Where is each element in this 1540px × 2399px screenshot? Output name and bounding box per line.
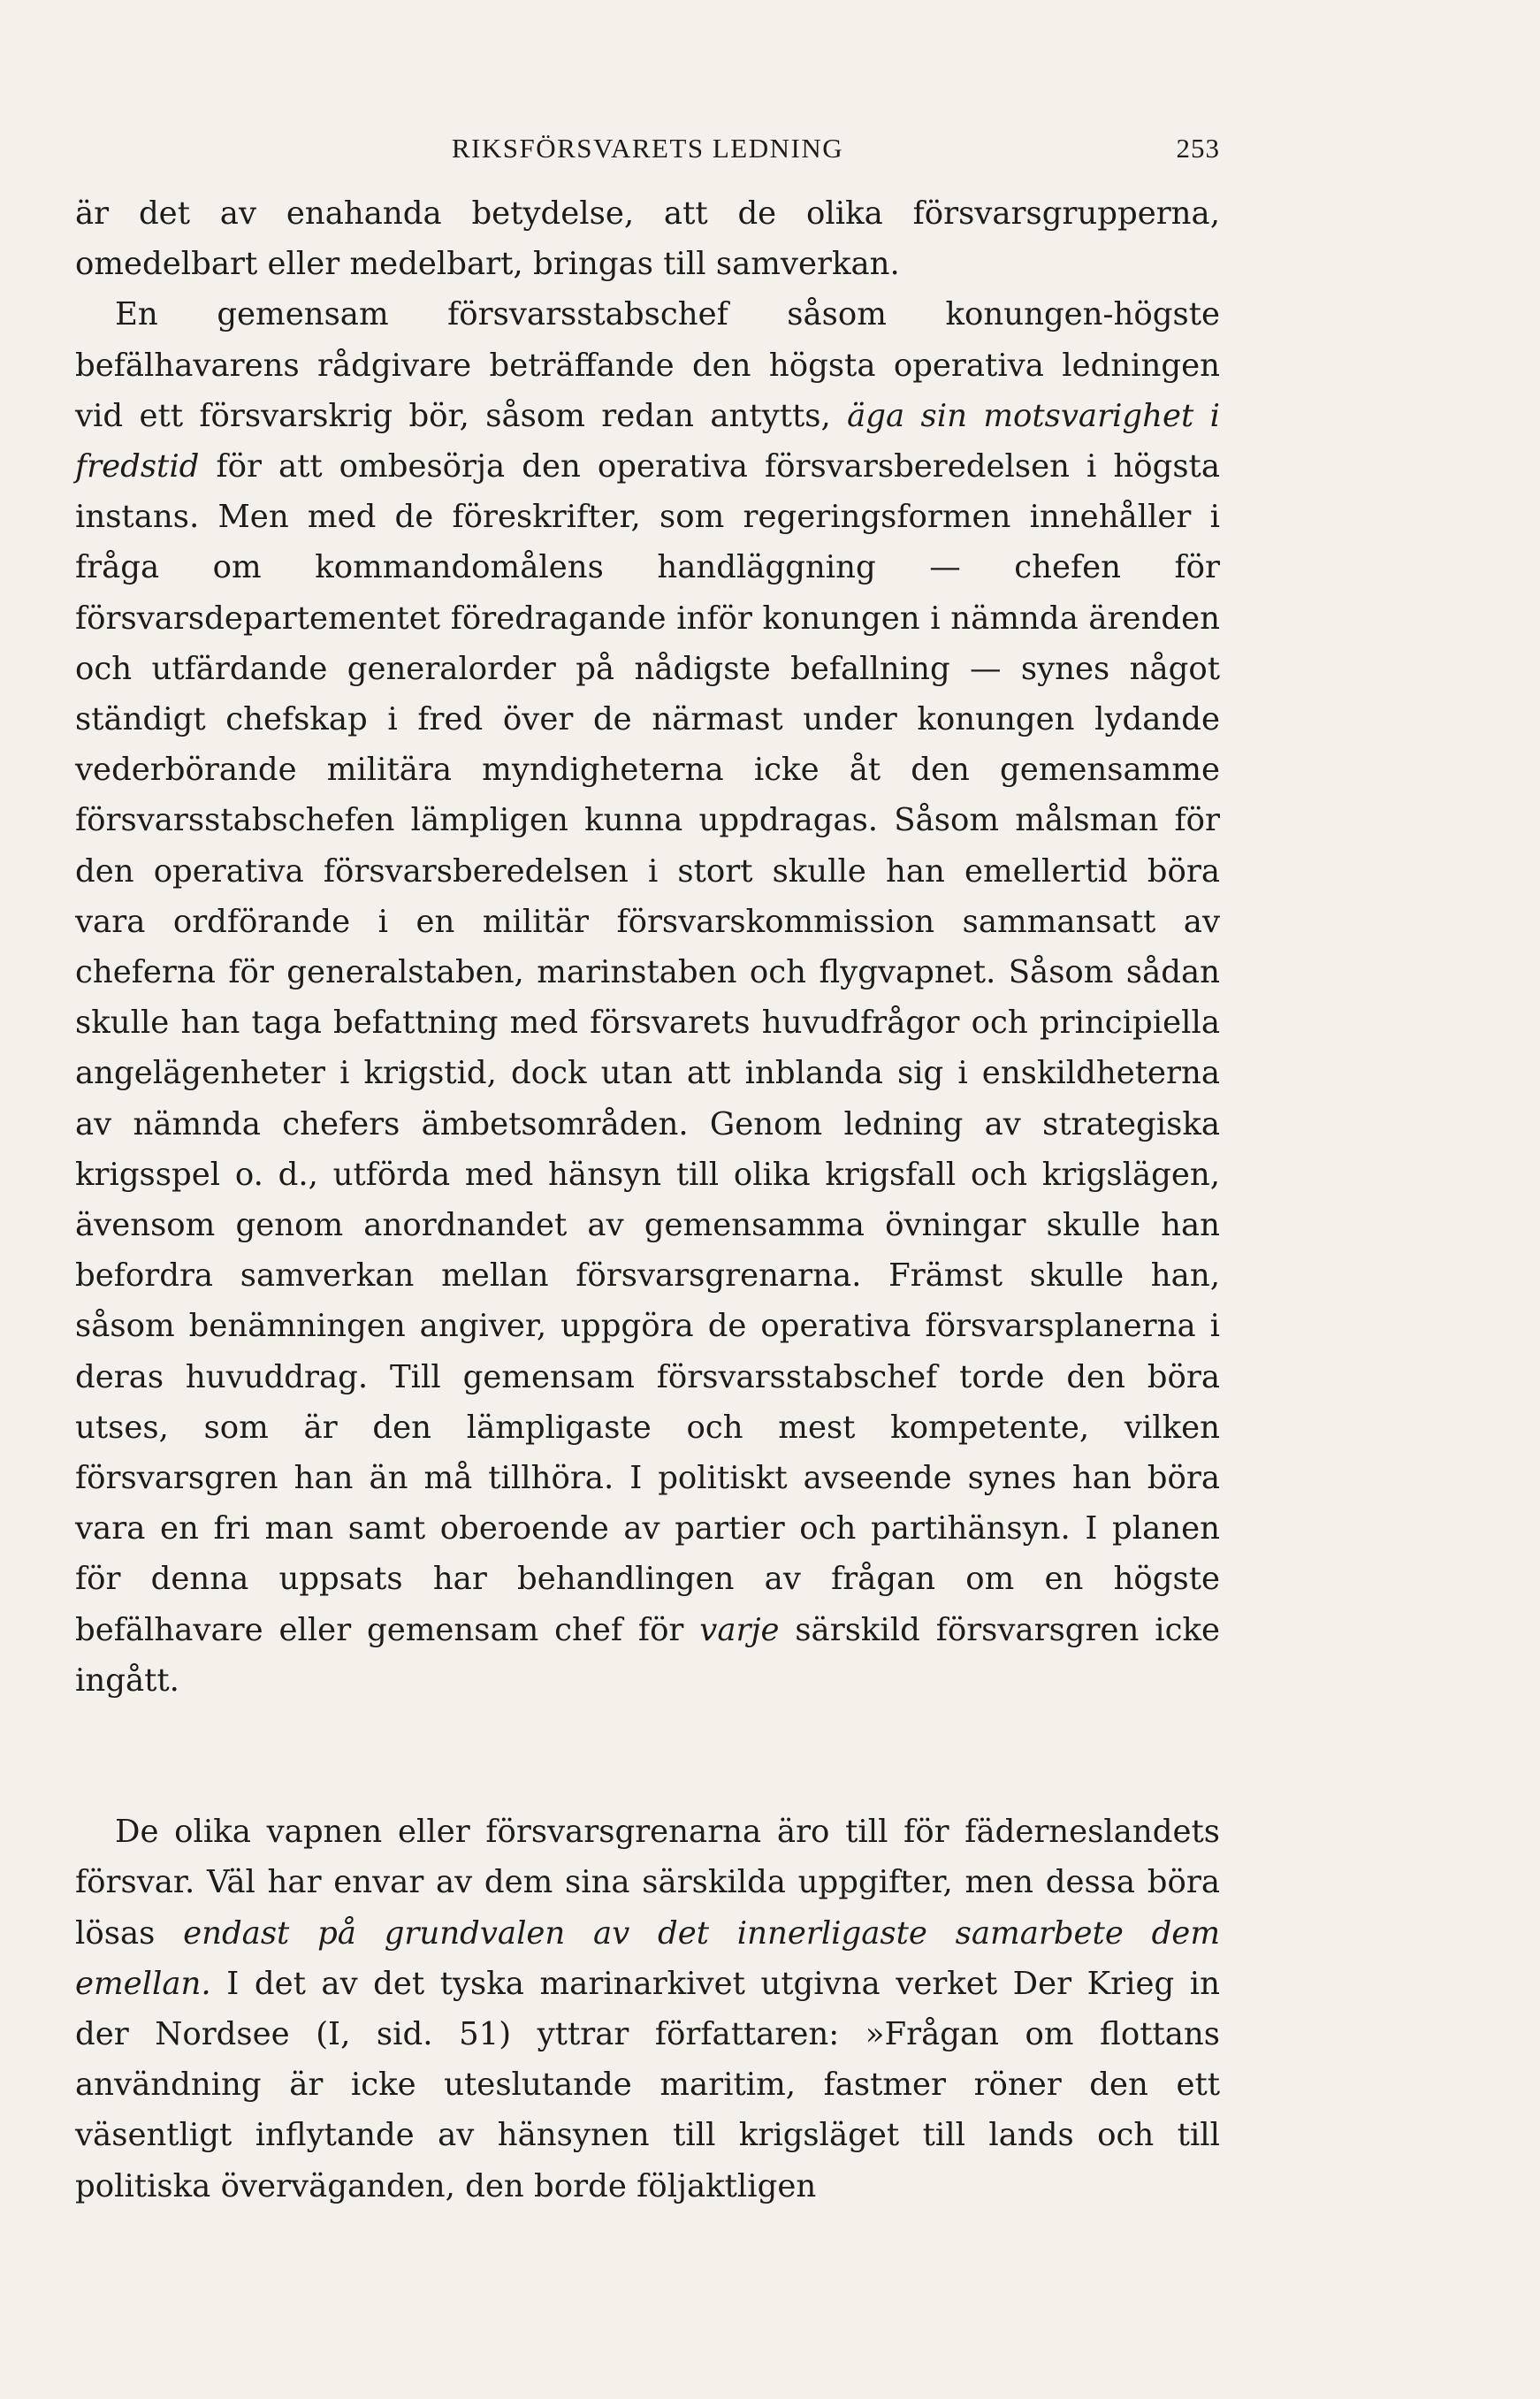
paragraph-2-italic-d: varje	[699, 1611, 780, 1648]
running-head	[75, 133, 1220, 168]
paragraph-2-text-c: för att ombesörja den operativa försvarsberedelsen i högsta instans. Men med de föreskrifter, som regeringsformen innehåller i fråga om kommandomålens handläggning — chefen för försvarsdepartementet föredragande inför konungen i nämnda ärenden och utfärdande generalorder på nådigste befallning — synes något ständigt chefskap i fred över de närmast under konungen lydande vederbörande militära myndigheterna icke åt den gemensamme försvarsstabschefen lämpligen kunna uppdragas. Såsom målsman för den operativa försvarsberedelsen i stort skulle han emellertid böra vara ordförande i en militär försvarskommission sammansatt av cheferna för generalstaben, marinstaben och flygvapnet. Såsom sådan skulle han taga befattning med försvarets huvudfrågor och principiella angelägenheter i krigstid, dock utan att inblanda sig i enskildheterna av nämnda chefers ämbetsområden. Genom ledning av strategiska krigsspel o. d., utförda med hänsyn till olika krigsfall och krigslägen, ävensom genom anordnandet av gemensamma övningar skulle han befordra samverkan mellan försvarsgrenarna. Främst skulle han, såsom benämningen angiver, uppgöra de operativa försvarsplanerna i deras huvuddrag. Till gemensam försvarsstabschef torde den böra utses, som är den lämpligaste och mest kompetente, vilken försvarsgren han än må tillhöra. I politiskt avseende synes han böra vara en fri man samt oberoende av partier och partihänsyn. I planen för denna uppsats har behandlingen av frågan om en högste befälhavare eller gemensam chef för	[75, 448, 1220, 1648]
paragraph-3	[75, 1807, 1220, 2212]
page-number: 253	[1176, 133, 1220, 164]
paragraph-continuation	[75, 188, 1220, 289]
paragraph-3-text-c: I det av det tyska marinarkivet utgivna verket Der Krieg in der Nordsee (I, sid. 51) yttrar författaren: »Frågan om flottans användning är icke uteslutande maritim, fastmer röner den ett väsentligt inflytande av hänsynen till krigsläget till lands och till politiska överväganden, den borde följaktligen	[75, 1965, 1220, 2204]
paragraph-2-text-a: En gemensam försvarsstabschef såsom konungen-högste befälhavarens rådgivare beträffande den högsta operativa ledningen vid ett försvarskrig bör, såsom redan antytts,	[75, 296, 1220, 434]
paragraph-2-text-e: särskild försvarsgren icke ingått.	[75, 1611, 1220, 1699]
paragraph-2-italic-b: äga sin motsvarighet i fredstid	[75, 397, 1220, 485]
body-text	[75, 188, 1220, 2212]
paragraph-2	[75, 289, 1220, 1706]
running-title: RIKSFÖRSVARETS LEDNING	[451, 133, 844, 164]
paragraph-3-italic-b: endast på grundvalen av det innerligaste samarbete dem emellan.	[75, 1914, 1220, 2002]
paragraph-3-text-a: De olika vapnen eller försvarsgrenarna äro till för fäderneslandets försvar. Väl har envar av dem sina särskilda uppgifter, men dessa böra lösas	[75, 1814, 1220, 1952]
paragraph-1-text: är det av enahanda betydelse, att de olika försvarsgrupperna, omedelbart eller medelbart, bringas till samverkan.	[75, 195, 1220, 283]
